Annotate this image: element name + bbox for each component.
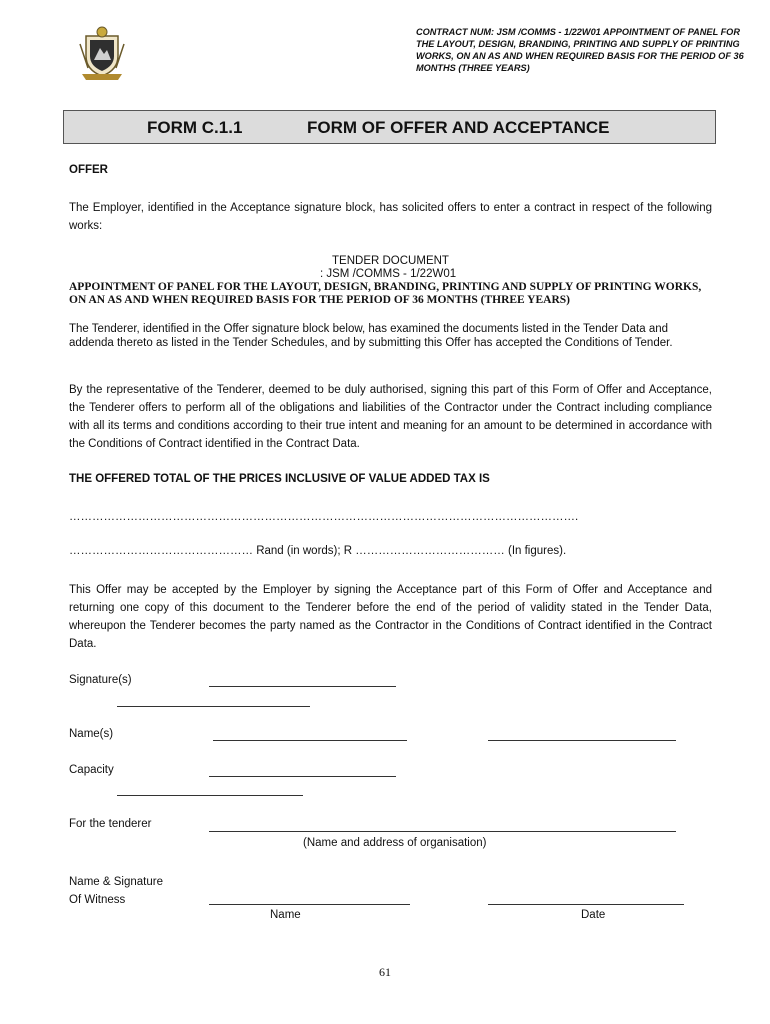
signature-line-1[interactable] (209, 686, 396, 687)
amount-figures-label: (In figures). (507, 545, 567, 557)
page-number: 61 (379, 965, 391, 979)
capacity-line-2[interactable] (117, 795, 303, 796)
amount-row (69, 545, 566, 557)
witness-date-line[interactable] (488, 904, 684, 905)
offered-total-heading: THE OFFERED TOTAL OF THE PRICES INCLUSIVE OF VALUE ADDED TAX IS (69, 473, 490, 485)
amount-words-label: Rand (in words); R (256, 545, 353, 557)
form-header-box (63, 110, 716, 144)
tender-document-label: TENDER DOCUMENT (332, 255, 449, 267)
organisation-line[interactable] (209, 831, 676, 832)
organisation-caption: (Name and address of organisation) (303, 837, 487, 849)
contract-reference: CONTRACT NUM: JSM /COMMS - 1/22W01 APPOINTMENT OF PANEL FOR THE LAYOUT, DESIGN, BRANDING, PRINTING AND SUPPLY OF PRINTING WORKS, ON AN AS AND WHEN REQUIRED BASIS FOR THE PERIOD OF 36 MONTHS (THREE YEARS) (416, 27, 744, 73)
names-label: Name(s) (69, 728, 114, 740)
form-number: FORM C.1.1 (147, 118, 243, 137)
signatures-label: Signature(s) (69, 674, 132, 686)
acceptance-paragraph: This Offer may be accepted by the Employer by signing the Acceptance part of this Form of Offer and Acceptance and returning one copy of this document to the Tenderer before the end of the period of validity stated in the Tender Data, whereupon the Tenderer becomes the party named as the Contractor in the Conditions of Contract identified in the Contract Data. (69, 584, 712, 650)
name-line-1[interactable] (213, 740, 407, 741)
witness-label-line-2: Of Witness (69, 894, 126, 906)
witness-name-caption: Name (270, 909, 301, 921)
witness-date-caption: Date (581, 909, 606, 921)
witness-label (69, 873, 163, 909)
witness-name-line[interactable] (209, 904, 410, 905)
for-tenderer-label: For the tenderer (69, 818, 152, 830)
crest-logo (78, 24, 126, 82)
capacity-line-1[interactable] (209, 776, 396, 777)
witness-label-line-1: Name & Signature (69, 876, 163, 888)
capacity-label: Capacity (69, 764, 114, 776)
tender-document-number: : JSM /COMMS - 1/22W01 (320, 268, 457, 280)
works-title: APPOINTMENT OF PANEL FOR THE LAYOUT, DESIGN, BRANDING, PRINTING AND SUPPLY OF PRINTING WORKS, ON AN AS AND WHEN REQUIRED BASIS FOR THE PERIOD OF 36 MONTHS (THREE YEARS) (69, 281, 702, 306)
signature-line-2[interactable] (117, 706, 310, 707)
tenderer-paragraph: The Tenderer, identified in the Offer signature block below, has examined the documents listed in the Tender Data and addenda thereto as listed in the Tender Schedules, and by submitting this Offer has accepted the Conditions of Tender. (69, 323, 673, 349)
amount-figures-field[interactable]: ………………………………… (355, 545, 505, 557)
form-title: FORM OF OFFER AND ACCEPTANCE (307, 118, 610, 137)
name-line-2[interactable] (488, 740, 676, 741)
offer-intro: The Employer, identified in the Acceptance signature block, has solicited offers to enter a contract in respect of the following works: (69, 202, 712, 232)
offer-heading: OFFER (69, 164, 108, 176)
representative-paragraph: By the representative of the Tenderer, deemed to be duly authorised, signing this part of this Form of Offer and Acceptance, the Tenderer offers to perform all of the obligations and liabilities of the Contractor under the Contract including compliance with all its terms and conditions according to their true intent and meaning for an amount to be determined in accordance with the Conditions of Contract identified in the Contract Data. (69, 384, 712, 450)
amount-dotted-line: ……………………………………………………………………………………………………………………. (69, 511, 579, 523)
amount-words-field[interactable]: ………………………………………… (69, 545, 253, 557)
